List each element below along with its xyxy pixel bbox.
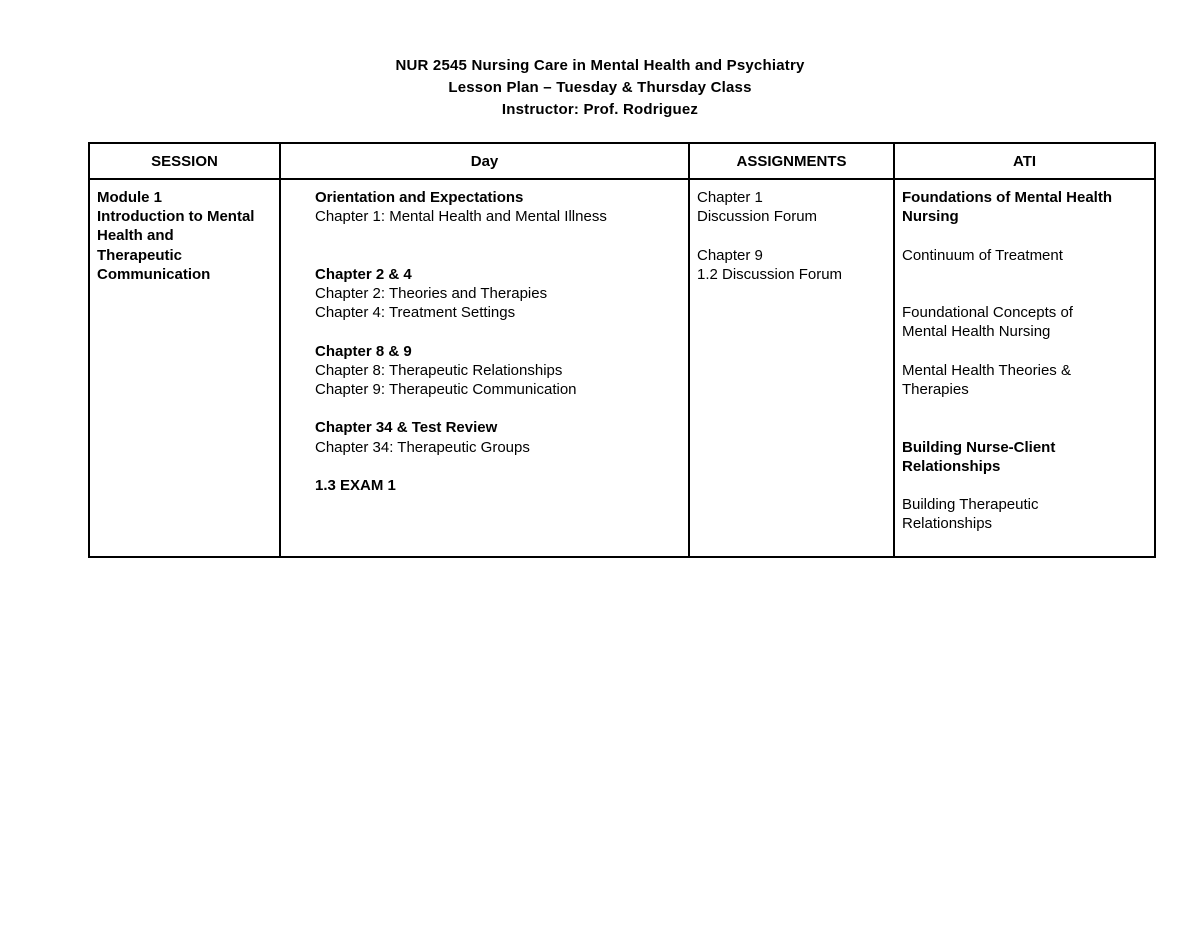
day-item: Chapter 34: Therapeutic Groups (315, 438, 530, 456)
session-line: Module 1 (97, 189, 163, 206)
ati-cell (894, 179, 1155, 557)
instructor-line: Instructor: Prof. Rodriguez (501, 101, 699, 118)
ati-section-title: Building Nurse-Client (902, 438, 1056, 456)
day-block-title: Chapter 8 & 9 (315, 342, 412, 360)
session-line: Communication (97, 265, 211, 283)
ati-item: Continuum of Treatment (902, 246, 1063, 264)
ati-section-title: Nursing (902, 208, 959, 226)
table-header-row (89, 143, 1155, 179)
ati-item: Therapies (902, 380, 969, 398)
lesson-plan-subtitle: Lesson Plan – Tuesday & Thursday Class (448, 79, 752, 96)
day-item: Chapter 4: Treatment Settings (315, 304, 516, 322)
ati-item: Mental Health Theories & (902, 361, 1071, 379)
assignment-line: Chapter 9 (697, 246, 763, 264)
session-line: Therapeutic (97, 246, 183, 264)
day-block-title: Chapter 34 & Test Review (315, 419, 498, 437)
session-cell (89, 179, 280, 557)
ati-section-title: Relationships (902, 457, 1001, 475)
document-header (0, 55, 1200, 121)
table-row (89, 179, 1155, 557)
day-item: Chapter 1: Mental Health and Mental Illness (315, 208, 607, 226)
column-header-assignments: ASSIGNMENTS (689, 143, 894, 179)
assignment-line: Discussion Forum (697, 208, 818, 226)
ati-section-title: Foundations of Mental Health (902, 189, 1112, 206)
column-header-ati: ATI (894, 143, 1155, 179)
ati-item: Mental Health Nursing (902, 323, 1051, 341)
day-item: Chapter 9: Therapeutic Communication (315, 380, 577, 398)
ati-item: Building Therapeutic (902, 496, 1039, 514)
day-item: Chapter 2: Theories and Therapies (315, 284, 548, 302)
day-block-title: Orientation and Expectations (315, 189, 524, 206)
assignment-line: Chapter 1 (697, 189, 763, 206)
day-item: Chapter 8: Therapeutic Relationships (315, 361, 563, 379)
ati-item: Foundational Concepts of (902, 304, 1073, 322)
exam-label: 1.3 EXAM 1 (315, 476, 396, 494)
day-cell (280, 179, 689, 557)
assignments-cell (689, 179, 894, 557)
lesson-plan-table (88, 142, 1156, 558)
day-block-title: Chapter 2 & 4 (315, 265, 412, 283)
ati-item: Relationships (902, 515, 993, 533)
column-header-day: Day (280, 143, 689, 179)
assignment-line: 1.2 Discussion Forum (697, 265, 843, 283)
column-header-session: SESSION (89, 143, 280, 179)
session-line: Introduction to Mental (97, 208, 255, 226)
session-line: Health and (97, 227, 174, 245)
course-title: NUR 2545 Nursing Care in Mental Health and Psychiatry (395, 57, 805, 74)
